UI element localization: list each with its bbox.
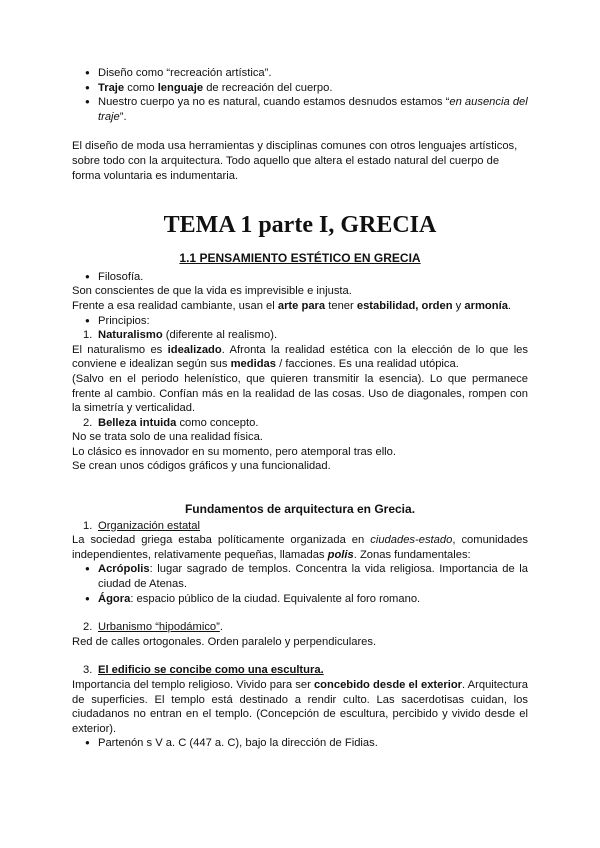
- numbered-item: 2. Urbanismo “hipodámico”.: [83, 621, 223, 634]
- list-item: ● Ágora: espacio público de la ciudad. Equivalente al foro romano.: [72, 592, 528, 607]
- list-item: ● Traje como lenguaje de recreación del cuerpo.: [72, 81, 528, 96]
- numbered-item: 3. El edificio se concibe como una escultura.: [83, 664, 324, 677]
- text-line: Son conscientes de que la vida es imprevisible e injusta.: [72, 285, 352, 298]
- text-line: Lo clásico es innovador en su momento, pero atemporal tras ello.: [72, 445, 396, 458]
- intro-bullet-list: [72, 66, 528, 124]
- text-line: No se trata solo de una realidad física.: [72, 431, 263, 444]
- text-line: Se crean unos códigos gráficos y una funcionalidad.: [72, 460, 331, 473]
- section-heading-arquitectura: Fundamentos de arquitectura en Grecia.: [184, 502, 416, 517]
- paragraph: El naturalismo es idealizado. Afronta la realidad estética con la elección de lo que les conviene e idealizan según sus medidas / facciones. Es una realidad utópica.: [72, 343, 529, 371]
- page-title: TEMA 1 parte I, GRECIA: [163, 212, 437, 239]
- list-item: ● Diseño como “recreación artística”.: [72, 66, 528, 81]
- numbered-item: 2. Belleza intuida como concepto.: [83, 416, 259, 429]
- section-heading-pensamiento: 1.1 PENSAMIENTO ESTÉTICO EN GRECIA: [179, 251, 421, 266]
- numbered-item: 1. Naturalismo (diferente al realismo).: [83, 329, 278, 342]
- intro-paragraph: El diseño de moda usa herramientas y disciplinas comunes con otros lenguajes artísticos, sobre todo con la arquitectura. Todo aquello que altera el estado natural del cuerpo de forma voluntaria es indumentaria.: [72, 140, 518, 182]
- paragraph: La sociedad griega estaba políticamente organizada en ciudades-estado, comunidades independientes, relativamente pequeñas, llamadas polis. Zonas fundamentales:: [72, 534, 528, 561]
- numbered-item: 1. Organización estatal: [83, 519, 200, 532]
- list-item: ● Acrópolis: lugar sagrado de templos. Concentra la vida religiosa. Importancia de la ciudad de Atenas.: [72, 562, 528, 591]
- list-item: ● Filosofía.: [72, 270, 528, 285]
- list-item: ● Principios:: [72, 314, 528, 329]
- text-line: Red de calles ortogonales. Orden paralelo y perpendiculares.: [72, 635, 377, 648]
- text-line: Frente a esa realidad cambiante, usan el arte para tener estabilidad, orden y armonía.: [72, 299, 512, 312]
- paragraph: Importancia del templo religioso. Vivido para ser concebido desde el exterior. Arquitectura de superficies. El templo está destinado a rendir culto. Las sacerdotisas cuidan, los ciudadanos no entran en el templo. (Concepción de escultura, percibido y vivido desde el exterior).: [72, 679, 528, 735]
- paragraph: (Salvo en el periodo helenístico, que quieren transmitir la esencia). Lo que permanece frente al cambio. Confían más en la realidad de las cosas. Uso de diagonales, rompen con la simetría y verticalidad.: [72, 372, 528, 415]
- document-page: [72, 66, 528, 751]
- list-item: ● Nuestro cuerpo ya no es natural, cuando estamos desnudos estamos “en ausencia del traje”.: [72, 95, 528, 124]
- list-item: ● Partenón s V a. C (447 a. C), bajo la dirección de Fidias.: [72, 736, 528, 751]
